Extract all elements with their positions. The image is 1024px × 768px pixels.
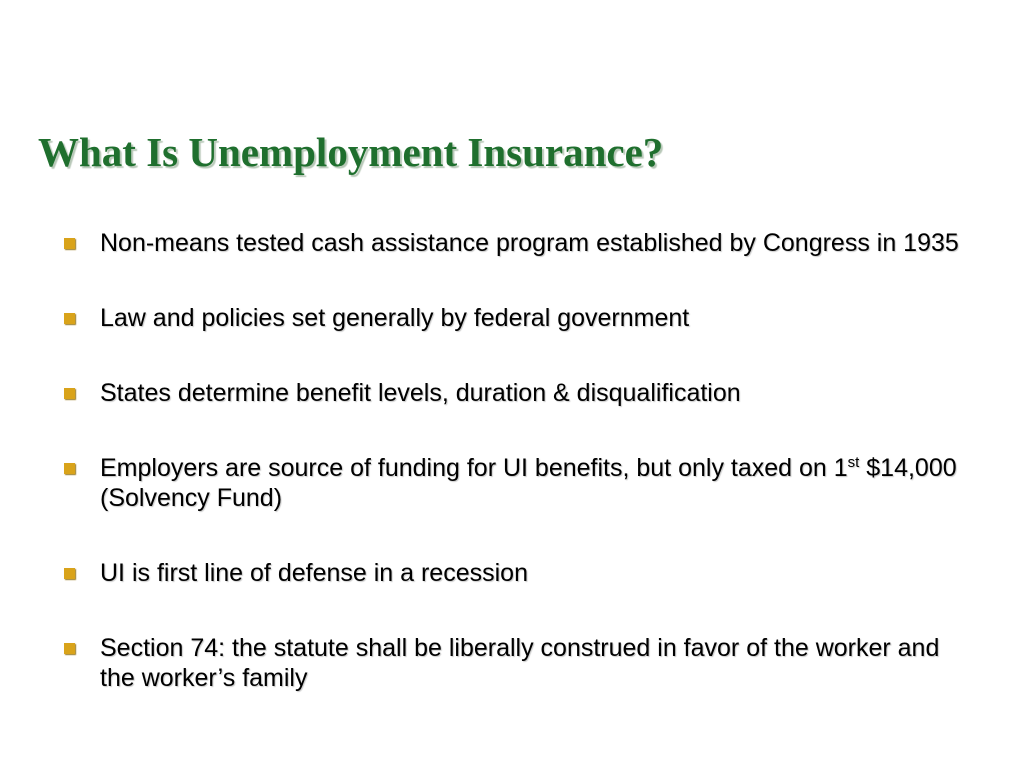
bullet-item: [62, 378, 962, 408]
square-bullet-icon: [64, 388, 75, 399]
square-bullet-icon: [64, 238, 75, 249]
bullet-text: UI is first line of defense in a recession: [100, 559, 528, 587]
bullet-item: [62, 558, 962, 588]
bullet-text-before: Employers are source of funding for UI benefits, but only taxed on 1: [100, 454, 848, 482]
bullet-text: States determine benefit levels, duration & disqualification: [100, 379, 741, 407]
square-bullet-icon: [64, 643, 75, 654]
bullet-item: [62, 228, 962, 258]
slide-title: What Is Unemployment Insurance?: [38, 129, 664, 175]
square-bullet-icon: [64, 568, 75, 579]
square-bullet-icon: [64, 463, 75, 474]
bullet-text: Section 74: the statute shall be liberally construed in favor of the worker and the worker’s family: [100, 634, 940, 692]
bullet-item: [62, 453, 962, 513]
bullet-item: [62, 633, 962, 693]
bullet-list: [62, 228, 962, 693]
bullet-text: Non-means tested cash assistance program established by Congress in 1935: [100, 229, 959, 257]
bullet-text: Law and policies set generally by federal government: [100, 304, 690, 332]
ordinal-superscript: st: [847, 454, 860, 471]
bullet-text-after: $14,000 (Solvency Fund): [100, 454, 957, 512]
square-bullet-icon: [64, 313, 75, 324]
bullet-item: [62, 303, 962, 333]
